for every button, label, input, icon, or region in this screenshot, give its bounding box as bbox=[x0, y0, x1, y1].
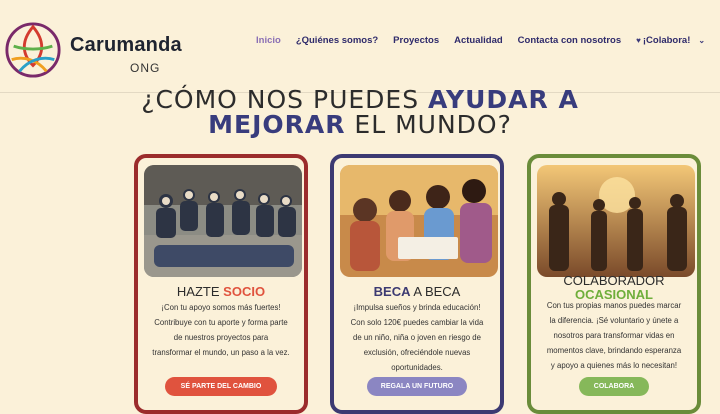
desc-line: transformar el mundo, un paso a la vez. bbox=[152, 348, 290, 357]
card-description bbox=[143, 300, 299, 360]
colabora-button[interactable]: COLABORA bbox=[579, 377, 649, 396]
desc-line: nosotros para transformar vidas en bbox=[553, 331, 675, 340]
headline-emphasis: MEJORAR bbox=[208, 110, 346, 139]
nav-inicio[interactable]: Inicio bbox=[256, 35, 281, 46]
desc-line: Contribuye con tu aporte y forma parte bbox=[154, 318, 288, 327]
carumanda-logo[interactable] bbox=[4, 20, 62, 80]
nav-actualidad[interactable]: Actualidad bbox=[454, 35, 503, 46]
desc-line: la diferencia. ¡Sé voluntario y únete a bbox=[549, 316, 679, 325]
group-photo bbox=[144, 165, 302, 277]
children-reading-photo bbox=[340, 165, 498, 277]
desc-line: momentos clave, brindando esperanza bbox=[546, 346, 682, 355]
desc-line: oportunidades. bbox=[391, 363, 443, 372]
desc-line: Con tus propias manos puedes marcar bbox=[546, 301, 682, 310]
desc-line: de nuestros proyectos para bbox=[173, 333, 269, 342]
card-title-emphasis: BECA bbox=[373, 284, 411, 299]
headline-line-2 bbox=[0, 112, 720, 138]
desc-line: Con solo 120€ puedes cambiar la vida bbox=[350, 318, 484, 327]
card-beca-a-beca bbox=[330, 154, 504, 414]
volunteers-sunset-photo bbox=[537, 165, 695, 277]
card-title-text: A BECA bbox=[410, 284, 461, 299]
card-title-emphasis: SOCIO bbox=[223, 284, 266, 299]
headline-text: EL MUNDO? bbox=[345, 110, 512, 139]
nav-colabora[interactable] bbox=[636, 35, 705, 46]
headline-emphasis: AYUDAR A bbox=[428, 85, 579, 114]
card-description bbox=[339, 300, 495, 375]
brand-name[interactable]: Carumanda bbox=[70, 34, 182, 56]
card-title-text: COLABORADOR bbox=[563, 273, 665, 288]
desc-line: ¡Con tu apoyo somos más fuertes! bbox=[161, 303, 281, 312]
card-title-text: HAZTE bbox=[176, 284, 224, 299]
regala-un-futuro-button[interactable]: REGALA UN FUTURO bbox=[367, 377, 467, 396]
card-description bbox=[536, 298, 692, 373]
chevron-down-icon: ⌄ bbox=[698, 36, 706, 45]
card-title bbox=[138, 284, 304, 299]
card-colaborador-ocasional bbox=[527, 154, 701, 414]
desc-line: ¡Impulsa sueños y brinda educación! bbox=[353, 303, 481, 312]
nav-contacta[interactable]: Contacta con nosotros bbox=[517, 35, 622, 46]
desc-line: de un niño, niña o joven en riesgo de bbox=[353, 333, 481, 342]
card-title bbox=[334, 284, 500, 299]
heart-icon: ♥ bbox=[636, 36, 641, 45]
headline-text: ¿CÓMO NOS PUEDES bbox=[141, 85, 429, 114]
site-header bbox=[0, 0, 720, 93]
brand-subtitle: ONG bbox=[130, 61, 161, 75]
nav-colabora-label: ¡Colabora! bbox=[642, 35, 691, 46]
card-title-emphasis: OCASIONAL bbox=[575, 287, 653, 302]
desc-line: y apoyo a quienes más lo necesitan! bbox=[550, 361, 678, 370]
desc-line: exclusión, ofreciéndole nuevas bbox=[363, 348, 471, 357]
card-hazte-socio bbox=[134, 154, 308, 414]
main-nav bbox=[256, 35, 720, 46]
se-parte-del-cambio-button[interactable]: SÉ PARTE DEL CAMBIO bbox=[165, 377, 277, 396]
nav-quienes-somos[interactable]: ¿Quiénes somos? bbox=[295, 35, 379, 46]
nav-proyectos[interactable]: Proyectos bbox=[393, 35, 440, 46]
